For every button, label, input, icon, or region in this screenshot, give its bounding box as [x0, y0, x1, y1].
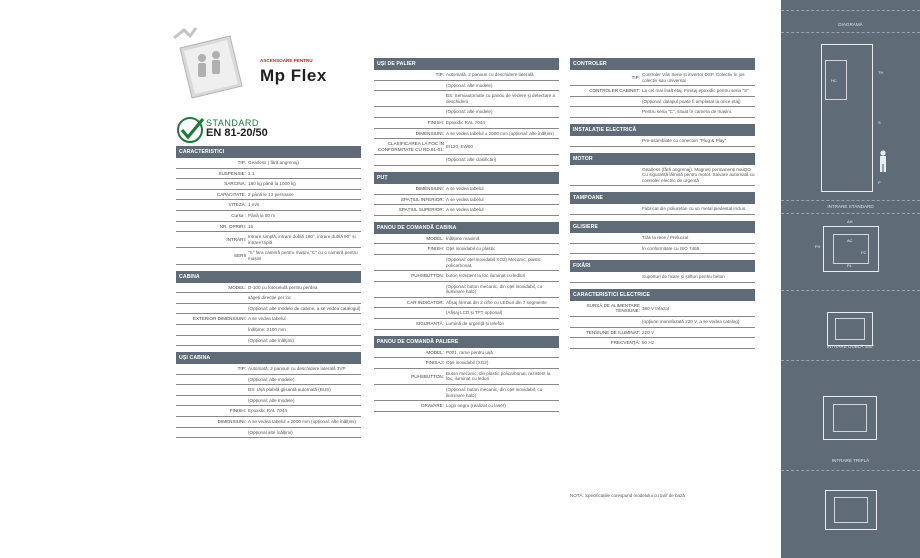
- spec-row: [176, 211, 361, 222]
- spec-row: [176, 222, 361, 233]
- spec-value: Epoxidic RAL 7044: [446, 119, 485, 125]
- spec-row: [374, 184, 559, 195]
- spec-label: INTRĂRI:: [226, 236, 246, 242]
- standard-badge: [176, 116, 272, 142]
- divider: [781, 200, 920, 201]
- section-put: [374, 184, 559, 216]
- spec-row: [176, 190, 361, 201]
- spec-value: P001, rame pentru ușă: [446, 349, 493, 355]
- dim-fc: FC: [861, 250, 867, 255]
- dim-ac: AC: [847, 238, 853, 243]
- spec-label: PUHSBUTTON:: [411, 373, 444, 379]
- spec-label: FINISAJ:: [425, 360, 444, 366]
- spec-value: Oțel inoxidabil (XO2): [446, 360, 489, 366]
- brand-name: Mp Flex: [260, 66, 327, 85]
- diagram-title: DIAGRAMĂ: [838, 22, 863, 27]
- spec-row: [570, 317, 755, 328]
- spec-value: A se vedea tabelul: [446, 196, 484, 202]
- spec-label: MODEL:: [426, 349, 444, 355]
- spec-label: SUSPENSIE:: [218, 170, 246, 176]
- spec-row: [374, 205, 559, 216]
- spec-row: [374, 155, 559, 166]
- spec-label: NR. OPRIRI:: [219, 223, 246, 229]
- spec-label: CONTROLER CABINET:: [589, 88, 640, 94]
- section-motor: [570, 165, 755, 187]
- spec-label: DIMENSIUNI:: [415, 130, 444, 136]
- spec-row: [374, 118, 559, 129]
- section-controler: [570, 70, 755, 118]
- spec-label: CAR INDICATOR:: [406, 299, 444, 305]
- section-header-cabina: CABINA: [176, 271, 361, 283]
- spec-row: [374, 308, 559, 319]
- spec-value: BS: Semiautomate cu panou de vedere și detectare a deschiderii: [446, 93, 556, 104]
- spec-value: A se vedea tabelul ± 2000 mm (opțional: alte înălțimi): [248, 419, 356, 425]
- spec-value: 16: [248, 223, 254, 229]
- spec-value: Intrare simplă, intrare dublă 180°, intrare dublă 90° și intrare triplă: [248, 234, 356, 245]
- spec-value: (Opțional: dulapul poate fi amplasat la orice etaj): [642, 98, 741, 104]
- spec-value: (Opțional: alte înălțimi): [248, 337, 294, 343]
- spec-value: Controler Vâs Serie și invertor DSP. Colectiv în jos colectiv sau universal: [642, 72, 745, 83]
- spec-label: TENSIUNE DE ILUMINAT:: [585, 329, 640, 335]
- spec-value: 50 Hz: [642, 340, 655, 346]
- spec-row: [176, 428, 361, 439]
- spec-row: [374, 129, 559, 140]
- section-header-caracteristici-electrice: CARACTERISTICI ELECTRICE: [570, 289, 755, 301]
- car-plan-triple: [834, 497, 868, 523]
- section-tampoane: [570, 204, 755, 215]
- divider: [781, 470, 920, 471]
- spec-label: SURSĂ DE ALIMENTARE TENSIUNE:: [586, 302, 640, 314]
- spec-row: [374, 70, 559, 81]
- spec-row: [570, 107, 755, 118]
- column-1: [176, 146, 361, 438]
- spec-label: TIP:: [237, 366, 246, 372]
- spec-value: (Opțional: alte clasificări): [446, 157, 497, 163]
- spec-value: Afișaj format din 2 cifre cu LEDuri din 7 segmente: [446, 299, 547, 305]
- car-plan-double-90: [835, 318, 865, 340]
- section-panou-paliere: [374, 348, 559, 412]
- car-plan-double-180: [833, 404, 867, 432]
- section-panou-cabina: [374, 234, 559, 330]
- spec-value: Pentru seria "C", situat în camera de mașini.: [642, 109, 733, 115]
- spec-label: FINISH:: [229, 408, 246, 414]
- spec-value: Buton mecanic, din plastic policarbonat, rezistent la foc, iluminat cu leduri: [446, 370, 551, 382]
- spec-row: [570, 136, 755, 147]
- spec-value: D-100 cu fotocelulă pentru perdea: [248, 284, 318, 290]
- spec-row: [176, 158, 361, 169]
- spec-value: EI120, EW60: [446, 143, 474, 149]
- spec-label: CLASIFICAREA LA FOC ÎN CONFORMITATE CU RD.81-01:: [377, 141, 444, 152]
- spec-row: [570, 70, 755, 86]
- spec-value: Înălțime maximă: [446, 235, 480, 241]
- divider: [781, 10, 920, 11]
- section-usi-palier: [374, 70, 559, 166]
- spec-row: [176, 417, 361, 428]
- spec-row: [374, 358, 559, 369]
- spec-value: BS: Ușă plabilă glisantă automată (BUS): [248, 387, 331, 393]
- spec-row: [374, 255, 559, 271]
- spec-row: [570, 233, 755, 244]
- spec-value: Automată, 2 panouri cu deschidere laterală 3VP: [248, 366, 346, 372]
- section-header-put: PUȚ: [374, 172, 559, 184]
- spec-value: 1:1: [248, 170, 255, 176]
- spec-row: [176, 364, 361, 375]
- spec-label: MODEL:: [228, 284, 246, 290]
- spec-row: [176, 336, 361, 347]
- spec-label: PUHSBUTTON:: [411, 273, 444, 279]
- brand-tagline: ASCENSOARE PENTRU: [260, 58, 313, 63]
- spec-label: MODEL:: [426, 235, 444, 241]
- spec-label: SPAȚIUL SUPERIOR:: [398, 207, 444, 213]
- spec-row: [374, 271, 559, 282]
- spec-row: [176, 169, 361, 180]
- spec-label: TIP:: [631, 74, 640, 80]
- section-header-caracteristici: CARACTERISTICI: [176, 146, 361, 158]
- spec-row: [176, 314, 361, 325]
- spec-value: Gearless ( fără angrenaj): [248, 160, 300, 165]
- elevator-people-icon: [172, 26, 267, 106]
- spec-label: EXTERIOR DIMENSIUNI:: [192, 316, 246, 322]
- spec-row: [176, 396, 361, 407]
- spec-row: [374, 348, 559, 359]
- spec-row: [374, 139, 559, 155]
- spec-row: [176, 179, 361, 190]
- spec-row: [176, 232, 361, 248]
- spec-row: [374, 298, 559, 309]
- spec-value: La cel mai înalt etaj. Finisaj epoxidic pentru seria "S": [642, 88, 749, 94]
- spec-row: [176, 200, 361, 211]
- spec-row: [176, 385, 361, 396]
- spec-value: A se vedea tabelul: [446, 185, 484, 191]
- spec-value: (Opțional: oțel inoxidabil XO2) Mecanic, plastic policarbonat,: [446, 256, 541, 268]
- spec-row: [176, 304, 361, 315]
- spec-value: (Opțional alte înălțimi): [248, 429, 293, 435]
- section-header-tampoane: TAMPOANE: [570, 192, 755, 204]
- spec-value: Pre-asamblate cu conectori "Plug & Play": [642, 137, 727, 143]
- spec-row: [374, 81, 559, 92]
- checkmark-icon: [176, 116, 206, 144]
- diagram-panel: [781, 0, 920, 558]
- divider: [781, 290, 920, 291]
- spec-row: [374, 91, 559, 107]
- spec-row: [570, 244, 755, 255]
- section-header-panou-cabina: PANOU DE COMANDĂ CABINA: [374, 222, 559, 234]
- spec-row: [570, 165, 755, 187]
- spec-value: Până la 50 m: [248, 212, 276, 218]
- spec-row: [570, 204, 755, 215]
- spec-value: (opțiune monofazată 220 V, a se vedea catalog): [642, 318, 740, 324]
- spec-label: SPAȚIUL INFERIOR:: [400, 196, 444, 202]
- person-icon: [877, 150, 889, 172]
- spec-label: GRAVARE:: [420, 403, 444, 409]
- section-cabina: [176, 283, 361, 347]
- spec-row: [374, 385, 559, 401]
- spec-value: Lumină de urgență și telefon: [446, 321, 504, 327]
- dim-p: P: [878, 180, 881, 185]
- spec-label: DIMENSIUNI:: [217, 419, 246, 425]
- spec-value: "S" fara cameră pentru mașini,"C" cu o cameră pentru mașini: [248, 250, 358, 261]
- spec-value: săgeți direcție per loc: [248, 295, 292, 301]
- spec-row: [374, 369, 559, 385]
- divider: [781, 360, 920, 361]
- spec-label: FINISH:: [427, 119, 444, 125]
- spec-row: [570, 97, 755, 108]
- spec-value: 180 kg până la 1000 kg: [248, 181, 296, 187]
- spec-row: [374, 282, 559, 298]
- spec-value: Fabricat din poliuretan cu un metal piedestal inclus: [642, 206, 746, 212]
- spec-label: Cursa :: [231, 212, 246, 218]
- spec-row: [570, 338, 755, 349]
- spec-value: (Opțional: alte modele): [248, 397, 295, 403]
- spec-value: A se vedea tabelul: [248, 316, 286, 322]
- spec-value: Suporturi de fixare și știfturi pentru beton: [642, 274, 725, 280]
- spec-label: TIP:: [237, 160, 246, 165]
- spec-label: TIP:: [435, 72, 444, 77]
- spec-value: A se vedea tabelul ± 2000 mm (opțional: alte înălțimi): [446, 130, 554, 136]
- section-header-glisiere: GLISIERE: [570, 221, 755, 233]
- spec-row: [374, 195, 559, 206]
- dim-fh: FH: [815, 244, 821, 249]
- spec-value: A se vedea tabelul: [446, 207, 484, 213]
- spec-row: [176, 293, 361, 304]
- spec-value: (Opțional: alte modele de cabine, a se vedea catalogul): [248, 305, 361, 311]
- spec-row: [570, 272, 755, 283]
- spec-label: DIMENSIUNI:: [415, 185, 444, 191]
- dim-th: TH: [878, 70, 884, 75]
- spec-label: VITEZĂ:: [228, 202, 246, 208]
- spec-value: 1 m/s: [248, 202, 260, 208]
- spec-row: [570, 301, 755, 317]
- section-header-usi-cabina: UȘI CABINA: [176, 352, 361, 364]
- divider: [781, 213, 920, 214]
- spec-row: [374, 107, 559, 118]
- dim-s: S: [878, 120, 881, 125]
- spec-row: [176, 325, 361, 336]
- spec-value: Oțel inoxidabil cu plastic: [446, 246, 496, 252]
- standard-value: EN 81-20/50: [206, 127, 268, 139]
- spec-value: (Opțional: alte modele): [248, 376, 295, 382]
- spec-value: (Opțional: buton mecanic, din oțel inoxidabil, cu iluminare halo): [446, 387, 543, 398]
- spec-value: 220 V: [642, 329, 655, 335]
- dim-hc: HC: [831, 78, 837, 83]
- section-header-motor: MOTOR: [570, 153, 755, 165]
- column-2: [374, 58, 559, 412]
- spec-value: buton rezistent la foc iluminat cu ledluri: [446, 273, 526, 279]
- spec-value: 380 V trifazat: [642, 305, 670, 311]
- section-instalatie: [570, 136, 755, 147]
- spec-row: [176, 248, 361, 264]
- section-header-controler: CONTROLER: [570, 58, 755, 70]
- spec-value: Epoxidic RAL 7044: [248, 408, 287, 414]
- spec-row: [374, 319, 559, 330]
- footnote: NOTĂ: Specificațiile corespund modelului cu tarif de bază.: [570, 493, 687, 498]
- spec-label: CAPACITATE:: [216, 191, 246, 197]
- spec-value: 2 până le 13 persoane: [248, 191, 294, 197]
- dim-ah: AH: [847, 219, 853, 224]
- section-header-usi-palier: UȘI DE PALIER: [374, 58, 559, 70]
- spec-value: Logo negru (realizat cu laser): [446, 403, 506, 409]
- section-header-fixari: FIXĂRI: [570, 260, 755, 272]
- column-3: [570, 58, 755, 349]
- spec-label: SERII: [234, 253, 246, 259]
- dim-pl: PL: [847, 263, 852, 268]
- spec-label: FINISH:: [427, 246, 444, 252]
- spec-value: În conformitate cu ISO 7465: [642, 245, 700, 251]
- divider: [781, 32, 920, 33]
- label-intrare-standard: INTRARE STANDARD: [827, 204, 874, 209]
- spec-label: SARCINA:: [224, 181, 246, 187]
- brand-logo: [172, 26, 267, 106]
- spec-label: SIGURANȚĂ:: [415, 321, 444, 327]
- standard-label: STANDARD: [206, 118, 259, 128]
- section-header-instalatie: INSTALAȚIE ELECTRICĂ: [570, 124, 755, 136]
- spec-value: (Opțional: buton mecanic, din oțel inoxidabil, cu iluminare halo): [446, 283, 543, 295]
- spec-row: [570, 86, 755, 97]
- label-intrare-tripla: INTRARE TRIPLĂ: [831, 458, 870, 463]
- section-usi-cabina: [176, 364, 361, 438]
- spec-value: (Opțional: alte modele): [446, 109, 493, 115]
- spec-row: [374, 244, 559, 255]
- section-header-panou-paliere: PANOU DE COMANDĂ PALIERE: [374, 336, 559, 348]
- spec-value: Înălțime: 2100 mm: [248, 326, 286, 332]
- section-fixari: [570, 272, 755, 283]
- spec-value: Gearless (fără angrenaj). Magneți permanenți maiQO Cu siguranță lămină pentru motor. Salvare automată cu controler electric de urgență: [642, 166, 755, 183]
- spec-row: [374, 234, 559, 245]
- spec-label: FRECVENȚĂ:: [610, 340, 640, 346]
- section-caracteristici: [176, 158, 361, 265]
- section-caracteristici-electrice: [570, 301, 755, 349]
- spec-value: Trăs la rece / Prelucrat: [642, 234, 689, 240]
- spec-value: (Afișaj LCD și TFT opțional): [446, 310, 503, 316]
- spec-row: [176, 375, 361, 386]
- label-intrare-dubla-180: INTRARE DUBLĂ 180°: [826, 344, 875, 349]
- section-glisiere: [570, 233, 755, 254]
- spec-row: [570, 328, 755, 339]
- spec-row: [176, 406, 361, 417]
- spec-value: Automată, 2 panouri cu deschidere laterală: [446, 72, 534, 77]
- spec-value: (Opțional: alte modele): [446, 82, 493, 88]
- spec-row: [374, 401, 559, 412]
- spec-row: [176, 283, 361, 294]
